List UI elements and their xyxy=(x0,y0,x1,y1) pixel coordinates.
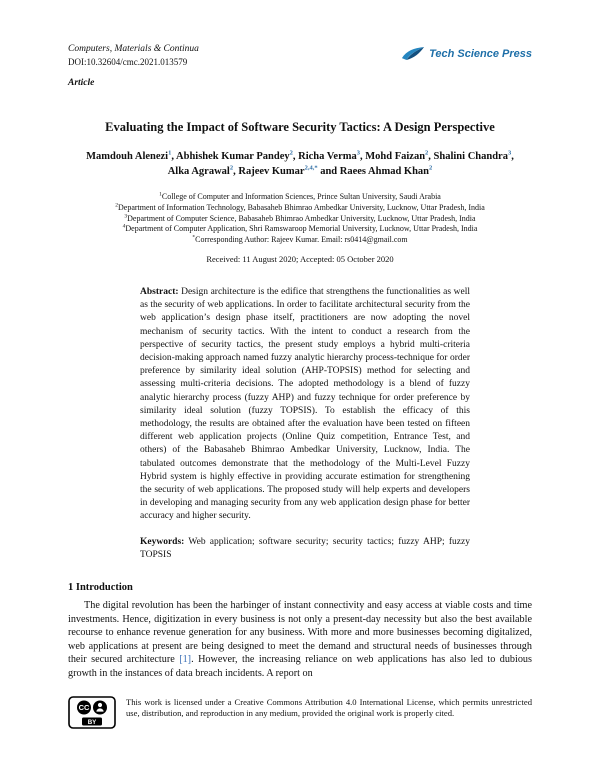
author xyxy=(238,166,339,177)
citation-ref-1[interactable]: [1] xyxy=(179,654,192,666)
author xyxy=(86,151,176,162)
header-left xyxy=(68,44,199,88)
author-separator: , xyxy=(511,151,514,162)
author xyxy=(176,151,298,162)
intro-text-before-ref: The digital revolution has been the harbinger of instant connectivity and easy access at viable costs and time investments. Hence, digitization in every business is not only a present-day necessity but also the best available recourse to enhance revenue generation for any business. With more and more businesses becoming digitalized, web applications at present are being designed to meet the demand and structural needs of businesses through their secured architecture xyxy=(68,600,532,666)
affiliation-text: Department of Computer Application, Shri Ramswaroop Memorial University, Lucknow, Uttar Pradesh, India xyxy=(125,224,478,234)
author-name: Raees Ahmad Khan xyxy=(339,165,430,177)
author-affil-sup: 2,4,* xyxy=(304,164,318,171)
author-separator: , xyxy=(171,151,177,162)
corresponding-author-sup: * xyxy=(192,234,196,241)
publisher-name: Tech Science Press xyxy=(429,47,532,60)
affiliation xyxy=(68,192,532,203)
author-affil-sup: 3 xyxy=(507,149,512,157)
affiliation-sup: 2 xyxy=(115,202,118,209)
affiliation-sup: 3 xyxy=(124,212,128,219)
publisher-swoosh-icon xyxy=(401,46,425,61)
affiliation xyxy=(68,224,532,235)
author-name: Mamdouh Alenezi xyxy=(86,151,169,162)
license-footer xyxy=(68,696,532,734)
author-name: Shalini Chandra xyxy=(433,151,508,162)
author-separator: and xyxy=(317,165,340,177)
author-affil-sup: 1 xyxy=(168,149,172,157)
authors-block xyxy=(68,150,532,179)
paper-title: Evaluating the Impact of Software Security Tactics: A Design Perspective xyxy=(105,120,495,134)
author-name: Richa Verma xyxy=(298,151,357,162)
intro-text-after-ref: . However, the increasing reliance on web applications has also led to dubious growth in the instances of data breach incidents. A report on xyxy=(68,654,532,679)
author xyxy=(340,166,433,177)
author-affil-sup: 3 xyxy=(356,149,360,157)
keywords-label: Keywords: xyxy=(140,536,185,547)
author-name: Rajeev Kumar xyxy=(238,165,305,177)
author xyxy=(298,151,365,162)
cc-by-badge[interactable] xyxy=(68,696,116,734)
abstract xyxy=(140,286,470,524)
author xyxy=(434,151,514,162)
abstract-text: Design architecture is the edifice that strengthens the functionalities as well as the security of web applications. In order to facilitate architectural security from the web application’s design phase itself, practitioners are now adopting the novel mechanism of security tactics. With the intent to conduct a research from the perspective of security tactics, the present study employs a hybrid multi-criteria decision-making approach named fuzzy analytic hierarchy process-technique for order preference by similarity ideal solution (AHP-TOPSIS) method for selecting and assessing multi-criteria decisions. The adopted methodology is a blend of fuzzy analytic hierarchy process (fuzzy AHP) and fuzzy technique for order preference by similarity ideal solution (fuzzy TOPSIS). To establish the efficacy of this methodology, the results are obtained after the evaluation have been tested on fifteen different web application projects (Online Quiz competition, Entrance Test, and others) of the Babasaheb Bhimrao Ambedkar University, Lucknow, India. The tabulated outcomes demonstrate that the methodology of the Multi-Level Fuzzy Hybrid system is highly effective in providing accurate estimation for strengthening the security of web applications. The proposed study will help experts and developers in developing and managing security from any web application design phase for better accuracy and higher security. xyxy=(140,286,471,522)
svg-text:BY: BY xyxy=(87,718,97,726)
doi: DOI:10.32604/cmc.2021.013579 xyxy=(68,57,188,67)
article-type-label: Article xyxy=(68,78,95,88)
corresponding-author-text: Corresponding Author: Rajeev Kumar. Email: rs0414@gmail.com xyxy=(195,235,408,245)
authors-line-2 xyxy=(68,165,532,180)
authors-line-1 xyxy=(68,150,532,165)
affiliation-text: Department of Information Technology, Babasaheb Bhimrao Ambedkar University, Lucknow, Uttar Pradesh, India xyxy=(118,202,485,212)
author-separator: , xyxy=(360,151,366,162)
abstract-label: Abstract: xyxy=(140,286,179,297)
keywords xyxy=(140,536,470,562)
author-name: Alka Agrawal xyxy=(167,165,230,177)
author-name: Mohd Faizan xyxy=(365,151,426,162)
person-circle-icon xyxy=(93,701,107,715)
publisher-logo xyxy=(401,46,532,61)
svg-text:CC: CC xyxy=(78,703,90,713)
page-header xyxy=(68,44,532,88)
affiliations-block xyxy=(68,192,532,246)
author-affil-sup: 2 xyxy=(429,164,433,171)
author-affil-sup: 2 xyxy=(425,149,429,157)
section-heading-introduction: 1 Introduction xyxy=(68,582,133,594)
author-affil-sup: 2 xyxy=(289,149,293,157)
cc-by-icon xyxy=(68,696,116,729)
author xyxy=(365,151,433,162)
affiliation xyxy=(68,214,532,225)
journal-name: Computers, Materials & Continua xyxy=(68,44,199,54)
author-name: Abhishek Kumar Pandey xyxy=(176,151,290,162)
affiliation-text: College of Computer and Information Sciences, Prince Sultan University, Saudi Arabia xyxy=(161,192,441,201)
author-separator: , xyxy=(428,151,434,162)
author-affil-sup: 2 xyxy=(229,164,234,171)
affiliation-sup: 1 xyxy=(159,191,162,198)
author xyxy=(168,166,239,177)
corresponding-author-line xyxy=(68,235,532,246)
author-separator: , xyxy=(233,165,239,177)
affiliation-sup: 4 xyxy=(122,223,126,230)
intro-paragraph xyxy=(68,599,532,680)
received-accepted-dates: Received: 11 August 2020; Accepted: 05 October 2020 xyxy=(206,253,394,264)
keywords-text: Web application; software security; security tactics; fuzzy AHP; fuzzy TOPSIS xyxy=(140,536,470,560)
author-separator: , xyxy=(292,151,299,162)
affiliation xyxy=(68,203,532,214)
affiliation-text: Department of Computer Science, Babasaheb Bhimrao Ambedkar University, Lucknow, Uttar Pradesh, India xyxy=(127,213,476,223)
license-text: This work is licensed under a Creative Commons Attribution 4.0 International License, which permits unrestricted use, distribution, and reproduction in any medium, provided the original work is properly cited. xyxy=(126,697,532,719)
